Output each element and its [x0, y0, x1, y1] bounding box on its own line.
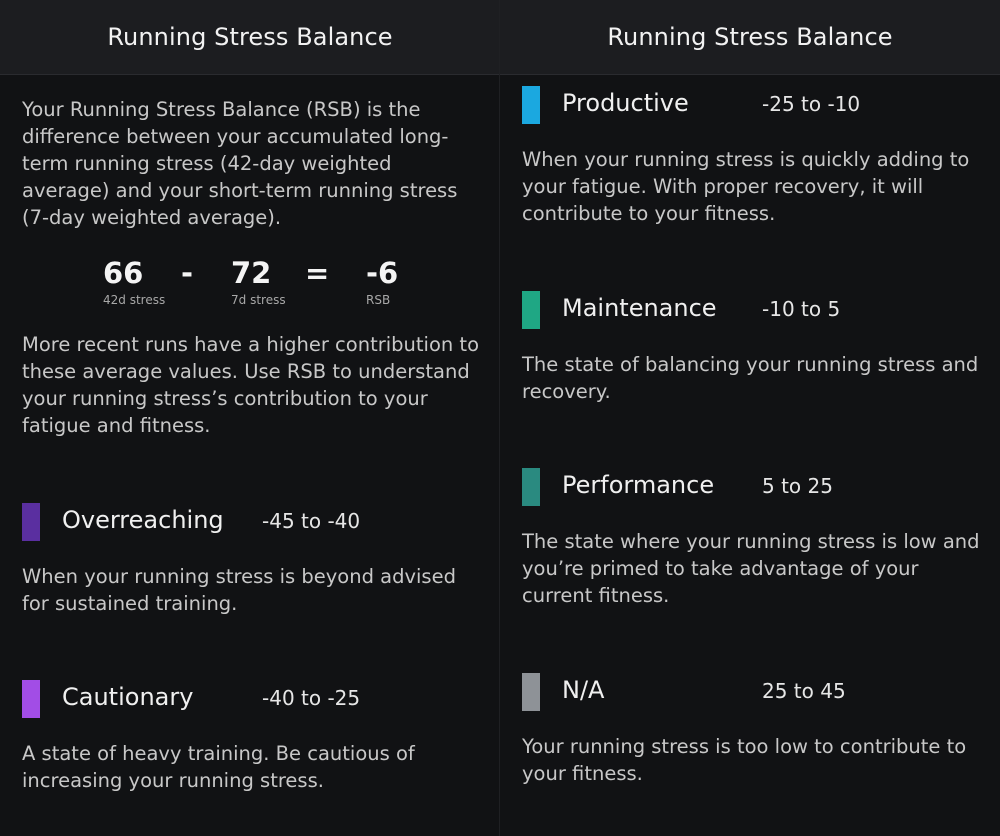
short-term-stress: [231, 256, 286, 307]
zone-description: When your running stress is beyond advised for sustained training.: [22, 565, 456, 615]
short-term-stress-value: 72: [231, 256, 272, 290]
zone-color-swatch: [22, 503, 40, 541]
zone-name: Productive: [562, 89, 689, 117]
zone-range: -25 to -10: [762, 92, 861, 116]
zone-description: The state of balancing your running stress and recovery.: [522, 353, 979, 403]
zone-description: A state of heavy training. Be cautious of increasing your running stress.: [22, 742, 415, 792]
zone-color-swatch: [22, 680, 40, 718]
zone-name: Maintenance: [562, 294, 717, 322]
long-term-stress-value: 66: [103, 256, 144, 290]
rsb-result-value: -6: [366, 256, 399, 290]
zone-color-swatch: [522, 291, 540, 329]
zone-range: -10 to 5: [762, 297, 841, 321]
equals-sign: =: [305, 256, 330, 290]
right-header: [500, 0, 1000, 75]
zone-name: Performance: [562, 471, 715, 499]
zone-description: The state where your running stress is low and you’re primed to take advantage of your current fitness.: [522, 530, 980, 607]
long-term-stress: [103, 256, 165, 307]
left-header: [0, 0, 500, 75]
rsb-result: [366, 256, 398, 307]
intro-text: Your Running Stress Balance (RSB) is the difference between your accumulated long-term running stress (42-day weighted average) and your short-term running stress (7-day weighted average).: [22, 98, 458, 229]
zone-range: 5 to 25: [762, 474, 833, 498]
zone-range: -40 to -25: [262, 686, 361, 710]
zone-color-swatch: [522, 86, 540, 124]
page-title: Running Stress Balance: [107, 23, 393, 51]
page-title: Running Stress Balance: [607, 23, 893, 51]
short-term-stress-label: 7d stress: [231, 293, 286, 307]
rsb-result-label: RSB: [366, 293, 391, 307]
zone-color-swatch: [522, 468, 540, 506]
zone-range: -45 to -40: [262, 509, 361, 533]
rsb-equation: [0, 256, 500, 316]
minus-sign: -: [181, 256, 194, 290]
long-term-stress-label: 42d stress: [103, 293, 166, 307]
note-text: More recent runs have a higher contribution to these average values. Use RSB to understand your running stress’s contribution to your fatigue and fitness.: [22, 333, 480, 437]
zone-color-swatch: [522, 673, 540, 711]
zone-name: N/A: [562, 676, 605, 704]
zone-name: Overreaching: [62, 506, 224, 534]
zone-description: When your running stress is quickly adding to your fatigue. With proper recovery, it will contribute to your fitness.: [522, 148, 970, 225]
zone-description: Your running stress is too low to contribute to your fitness.: [522, 735, 967, 785]
zone-range: 25 to 45: [762, 679, 846, 703]
right-panel: [500, 0, 1000, 836]
zone-name: Cautionary: [62, 683, 194, 711]
